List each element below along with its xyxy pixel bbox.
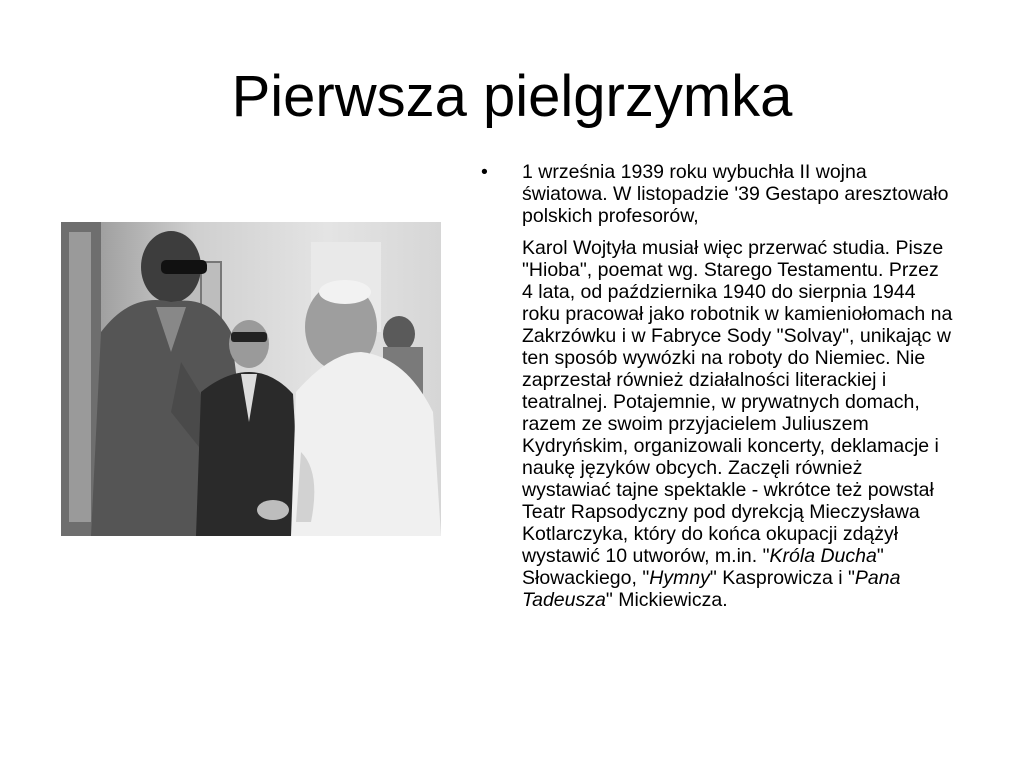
- paragraph-1: 1 września 1939 roku wybuchła II wojna światowa. W listopadzie '39 Gestapo aresztowało polskich profesorów,: [522, 161, 949, 227]
- paragraph-2-text-b: " Słowackiego, ": [522, 545, 884, 589]
- paragraph-2: [522, 237, 953, 611]
- slide-title: Pierwsza pielgrzymka: [231, 64, 793, 129]
- bullet-icon: •: [481, 161, 488, 183]
- historical-photo: [61, 222, 441, 536]
- work-title-krola-ducha: Króla Ducha: [769, 545, 877, 567]
- paragraph-2-text-d: " Mickiewicza.: [605, 589, 728, 611]
- paragraph-2-text-a: Karol Wojtyła musiał więc przerwać studia. Pisze "Hioba", poemat wg. Starego Testamentu. Przez 4 lata, od października 1940 do sierpnia 1944 roku pracował jako robotnik w kamieniołomach na Zakrzówku i w Fabryce Sody "Solvay", unikając w ten sposób wywózki na roboty do Niemiec. Nie zaprzestał również działalności literackiej i teatralnej. Potajemnie, w prywatnych domach, razem ze swoim przyjacielem Juliuszem Kydryńskim, organizowali koncerty, deklamacje i naukę języków obcych. Zaczęli również wystawiać tajne spektakle - wkrótce też powstał Teatr Rapsodyczny pod dyrekcją Mieczysława Kotlarczyka, który do końca okupacji zdążył wystawić 10 utworów, m.in. ": [522, 237, 953, 567]
- bullet-item: [478, 161, 953, 227]
- work-title-hymny: Hymny: [649, 567, 710, 589]
- slide-body: [478, 161, 953, 611]
- photo-image: [61, 222, 441, 536]
- work-title-pana-tadeusza: Pana Tadeusza: [522, 567, 901, 611]
- paragraph-2-text-c: " Kasprowicza i ": [709, 567, 855, 589]
